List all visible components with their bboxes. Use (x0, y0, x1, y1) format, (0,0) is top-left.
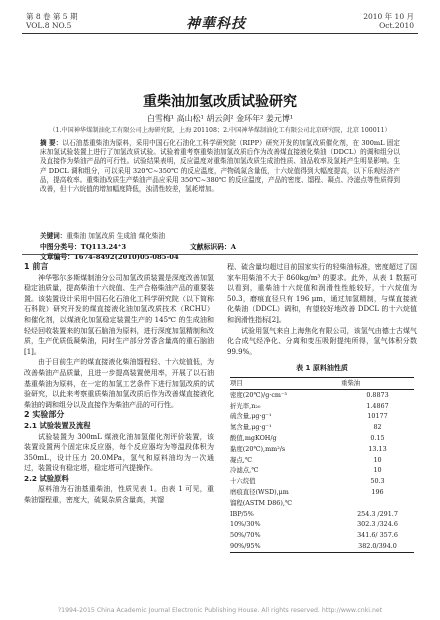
date-info (363, 12, 414, 30)
column-header-value: 重柴油 (341, 377, 414, 389)
row-value: 382.0/394.0 (341, 541, 414, 552)
table-row (230, 476, 414, 487)
row-value (341, 498, 414, 509)
row-value: 254.3 /291.7 (357, 509, 398, 518)
row-item: 10%/30% (230, 520, 261, 529)
section-1-para-2: 由于目前生产的煤直接液化柴油馏程轻、十六烷值低，为改善柴油产品质量，且进一步提高装置使用率，开展了以石油基重柴油为原料，在一定的加氢工艺条件下进行加氢改质的试验研究，以此来考察重质柴油加氢改质后作为改善煤直接液化柴油的调和组分以及直接作为柴油产品的可行性。 (24, 358, 214, 409)
abstract-label: 摘 要： (40, 139, 63, 147)
table-caption: 表 1 原料油性质 (296, 364, 348, 373)
keywords-label: 关键词： (40, 232, 67, 240)
article-title: 重柴油加氢改质试验研究 (143, 94, 297, 110)
row-item: 黏度(20℃),mm²/s (230, 444, 286, 453)
row-item: 磨痕直径(WSD),μm (230, 487, 289, 496)
feedstock-properties-table (230, 377, 414, 553)
row-value: 0.15 (370, 433, 385, 442)
journal-logo: 神華科技 (186, 16, 246, 32)
affiliation: （1.中国神华煤制油化工有限公司上海研究院，上海 201108；2.中国神华煤制油化工有限公司北京研究院，北京 100011） (49, 127, 391, 134)
table-row (230, 509, 414, 520)
classification-line (40, 241, 400, 261)
left-column (24, 262, 214, 506)
section-2-2-continued: 程、硫含量均超过目前国家实行的轻柴油标准，密度超过了国家车用柴油不大于 860kg/m³ 的要求。此外，从表 1 数据可以看到，重柴油十六烷值和润滑性性能较好，十六烷值为 50.3，磨痕直径只有 196 μm，通过加氢精制，与煤直接液化柴油（DDCL）调和，有望较好地改善 DDCL 的十六烷值和润滑性指标[2]。 (227, 263, 417, 324)
row-value: 82 (373, 423, 382, 432)
abstract-divider (22, 254, 418, 255)
row-value: 1.4867 (366, 401, 389, 410)
table-row (230, 444, 414, 455)
row-item: 90%/95% (230, 541, 341, 552)
column-header-item: 项目 (230, 377, 341, 389)
table-row (230, 455, 414, 466)
row-item: 馏程(ASTM D86),℃ (230, 498, 293, 507)
table-row (230, 422, 414, 433)
issue-info (26, 12, 77, 30)
issue-en: VOL.8 NO.5 (26, 21, 72, 30)
row-item: 50%/70% (230, 531, 261, 540)
author-list: 白雪梅¹ 高山松¹ 胡云剑² 金环年² 姜元博¹ (146, 114, 294, 123)
article-number: 文章编号：1674-8492(2010)05-085-04 (40, 253, 179, 261)
section-2-1-para: 试验装置为 300mL 煤液化油加氢催化剂评价装置，该装置设置两个固定床反应器，每个反应器均为等温段体积为 350mL，设计压力 20.0MPa，氢气和原料油均为一次通过，装置设有稳定塔，稳定塔可汽提操作。 (24, 432, 214, 473)
table-body (230, 389, 414, 552)
section-2-heading: 2 实验部分 (24, 410, 65, 420)
abstract-text: 以石油基重柴油为原料，采用中国石化石油化工科学研究院（RIPP）研究开发的加氢改质催化剂，在 300mL 固定床加氢试验装置上进行了加氢改质试验。试验着重考察重柴油加氢改质后作为改善煤直接液化柴油（DDCL）的调和组分以及直接作为柴油产品的可行性。试验结果表明，反应温度对重柴油加氢改质生成油性质、油品收率及氢耗产生明显影响。生产 DDCL 调和组分，可以采用 320℃~350℃ 的反应温度，产物硫氮含量低，十六烷值得到大幅度提高，以下乐观经济产品，提高收率。重柴油改质生产柴油产品应采用 350℃~380℃ 的反应温度，产品的密度、馏程、凝点、冷滤点等性质得到改善，但十六烷值的增加幅度降低，浊清性较差，氢耗增加。 (40, 139, 401, 194)
row-item: 酸值,mgKOH/g (230, 433, 277, 442)
section-1-heading: 1 前言 (24, 262, 49, 271)
date-en: Oct.2010 (379, 21, 414, 30)
clc-number: 中图分类号：TQ113.24⁺3 (40, 243, 127, 251)
row-item: 凝点,℃ (230, 455, 252, 464)
table-row (230, 411, 414, 422)
section-1-para-1: 神华鄂尔多斯煤制油分公司加氢改质装置是深度改善加氢稳定油质量，提高柴油十六烷值、生产合格柴油产品的重要装置。该装置设计采用中国石化石油化工科学研究院（以下简称石科院）研究开发的煤直接液化油加氢改质技术（RCHU）和催化剂，以煤液化加氢稳定装置生产的 145℃ 的生成油和轻烃回收装置来的加氢石脑油为原料，进行深度加氢精制和改质，生产优质低凝柴油，同时生产部分芳香含量高的重石脑油[1]。 (24, 273, 214, 356)
row-value: 10 (373, 455, 382, 464)
row-item: 氮含量,μg·g⁻¹ (230, 423, 272, 432)
row-item: 硫含量,μg·g⁻¹ (230, 412, 272, 421)
row-item: 密度(20℃)/g·cm⁻³ (230, 390, 287, 399)
abstract (40, 139, 400, 194)
section-2-2-heading: 2.2 试验原料 (24, 473, 69, 483)
keywords-text: 重柴油 加氢改质 生成油 煤化柴油 (66, 232, 165, 240)
table-row (230, 487, 414, 498)
section-2-1-heading: 2.1 试验装置及流程 (24, 420, 91, 430)
table-row (230, 389, 414, 400)
row-value: 0.8873 (366, 390, 389, 399)
row-item: 十六烷值 (230, 477, 256, 486)
row-item: 折光率,n₂₀ (230, 401, 261, 410)
table-row (230, 530, 414, 541)
row-item: 冷滤点,℃ (230, 466, 259, 475)
table-row (230, 401, 414, 412)
hydrogen-source-para: 试验用氢气来自上海焦化有限公司，该氢气由德士古煤气化合成气经净化、分离和变压吸附提纯所得，氢气体积分数 99.9%。 (227, 326, 417, 356)
row-value: 341.6/ 357.6 (357, 531, 398, 540)
table-row (230, 498, 414, 509)
row-value: 302.3 /324.6 (357, 520, 398, 529)
row-value: 13.13 (368, 444, 387, 453)
row-item: IBP/5% (230, 509, 254, 518)
table-row (230, 541, 414, 552)
copyright-footer: ?1994-2015 China Academic Journal Electronic Publishing House. All rights reserved. http://www.cnki.net (57, 607, 383, 614)
table-row (230, 465, 414, 476)
row-value: 10 (373, 466, 382, 475)
issue-cn: 第 8 卷 第 5 期 (26, 12, 78, 21)
table-header-row (230, 377, 414, 389)
section-2-2-para: 原料油为石油基重柴油，性质见表 1。由表 1 可见，重柴油馏程重，密度大，硫氮杂质含量高，其馏 (24, 485, 214, 505)
right-column (227, 262, 417, 553)
row-value: 10177 (367, 412, 388, 421)
row-value: 50.3 (370, 477, 385, 486)
table-row (230, 433, 414, 444)
keywords (40, 230, 400, 240)
date-cn: 2010 年 10 月 (363, 12, 414, 21)
row-value: 196 (371, 487, 384, 496)
header-divider (22, 33, 418, 34)
document-code: 文献标识码：A (190, 243, 237, 251)
table-row (230, 519, 414, 530)
